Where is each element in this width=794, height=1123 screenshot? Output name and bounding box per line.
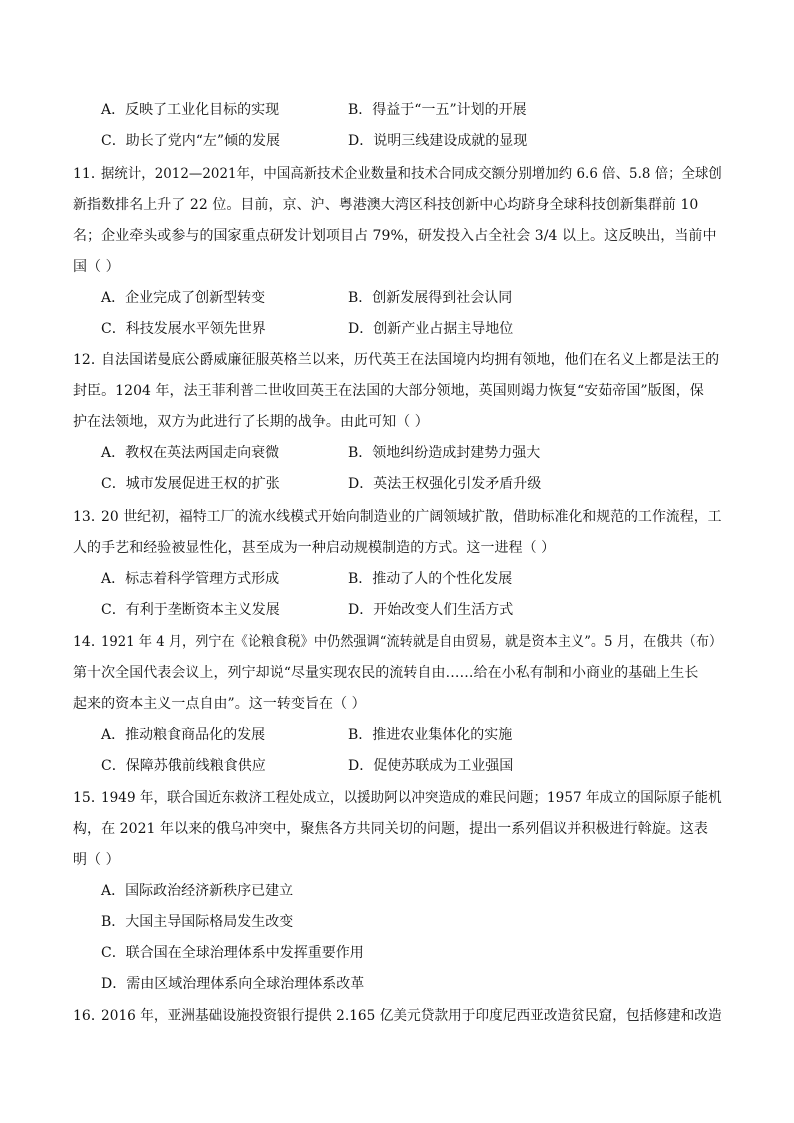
q16-stem-line-1: 2016 年，亚洲基础设施投资银行提供 2.165 亿美元贷款用于印度尼西亚改造贫民窟，包括修建和改造 <box>101 1008 722 1024</box>
q11-option-c: C．科技发展水平领先世界 <box>101 321 266 337</box>
q10-option-a: A．反映了工业化目标的实现 <box>101 102 280 118</box>
q15-option-d: D．需由区域治理体系向全球治理体系改革 <box>101 976 365 992</box>
q12-stem-line-2: 封臣。1204 年，法王菲利普二世收回英王在法国的大部分领地，英国则竭力恢复“安茹帝国”版图，保 <box>73 383 704 399</box>
q13-stem-line-2: 人的手艺和经验被显性化，甚至成为一种启动规模制造的方式。这一进程（ ） <box>73 540 556 556</box>
q12-number: 12． <box>73 352 105 368</box>
q15-stem-line-1: 1949 年，联合国近东救济工程处成立，以援助阿以冲突造成的难民问题；1957 年成立的国际原子能机 <box>101 790 722 806</box>
q12-stem-line-3: 护在法领地，双方为此进行了长期的战争。由此可知（ ） <box>73 414 429 430</box>
q15-number: 15． <box>73 790 105 806</box>
q15-stem-line-3: 明（ ） <box>73 852 120 868</box>
q10-option-b: B．得益于“一五”计划的开展 <box>348 102 527 118</box>
q16-number: 16． <box>73 1008 105 1024</box>
q12-option-a: A．教权在英法两国走向衰微 <box>101 445 280 461</box>
q11-option-d: D．创新产业占据主导地位 <box>348 321 514 337</box>
q13-option-c: C．有利于垄断资本主义发展 <box>101 602 280 618</box>
q15-option-c: C．联合国在全球治理体系中发挥重要作用 <box>101 945 364 961</box>
q14-option-c: C．保障苏俄前线粮食供应 <box>101 758 266 774</box>
q12-stem-line-1: 自法国诺曼底公爵威廉征服英格兰以来，历代英王在法国境内均拥有领地，他们在名义上都是法王的 <box>101 352 720 368</box>
q11-stem-line-4: 国（ ） <box>73 259 120 275</box>
q15-option-b: B．大国主导国际格局发生改变 <box>101 914 294 930</box>
q11-option-a: A．企业完成了创新型转变 <box>101 290 266 306</box>
q15-option-a: A．国际政治经济新秩序已建立 <box>101 883 294 899</box>
q13-option-a: A．标志着科学管理方式形成 <box>101 571 280 587</box>
q14-option-d: D．促使苏联成为工业强国 <box>348 758 514 774</box>
q11-stem-line-2: 新指数排名上升了 22 位。目前，京、沪、粤港澳大湾区科技创新中心均跻身全球科技创新集群前 10 <box>73 197 699 213</box>
q11-stem-line-3: 名；企业牵头或参与的国家重点研发计划项目占 79%，研发投入占全社会 3/4 以上。这反映出，当前中 <box>73 228 717 244</box>
q14-option-a: A．推动粮食商品化的发展 <box>101 727 266 743</box>
q15-stem-line-2: 构，在 2021 年以来的俄乌冲突中，聚焦各方共同关切的问题，提出一系列倡议并积极进行斡旋。这表 <box>73 821 708 837</box>
q13-number: 13． <box>73 509 105 525</box>
q14-option-b: B．推进农业集体化的实施 <box>348 727 513 743</box>
q14-stem-line-2: 第十次全国代表会议上，列宁却说“尽量实现农民的流转自由……给在小私有制和小商业的基础上生长 <box>73 665 699 681</box>
q10-option-c: C．助长了党内“左”倾的发展 <box>101 133 281 149</box>
q11-option-b: B．创新发展得到社会认同 <box>348 290 513 306</box>
q12-option-b: B．领地纠纷造成封建势力强大 <box>348 445 541 461</box>
q11-stem-line-1: 据统计，2012—2021年，中国高新技术企业数量和技术合同成交额分别增加约 6.6 倍、5.8 倍；全球创 <box>101 166 722 182</box>
q11-number: 11． <box>73 166 105 182</box>
q13-option-d: D．开始改变人们生活方式 <box>348 602 514 618</box>
q14-stem-line-1: 1921 年 4 月，列宁在《论粮食税》中仍然强调“流转就是自由贸易，就是资本主义”。5 月，在俄共（布） <box>101 634 723 650</box>
q14-stem-line-3: 起来的资本主义一点自由”。这一转变旨在（ ） <box>73 696 366 712</box>
q13-stem-line-1: 20 世纪初，福特工厂的流水线模式开始向制造业的广阔领域扩散，借助标准化和规范的工作流程，工 <box>101 509 722 525</box>
q14-number: 14． <box>73 634 105 650</box>
q12-option-c: C．城市发展促进王权的扩张 <box>101 476 280 492</box>
q10-option-d: D．说明三线建设成就的显现 <box>348 133 528 149</box>
q13-option-b: B．推动了人的个性化发展 <box>348 571 513 587</box>
q12-option-d: D．英法王权强化引发矛盾升级 <box>348 476 542 492</box>
